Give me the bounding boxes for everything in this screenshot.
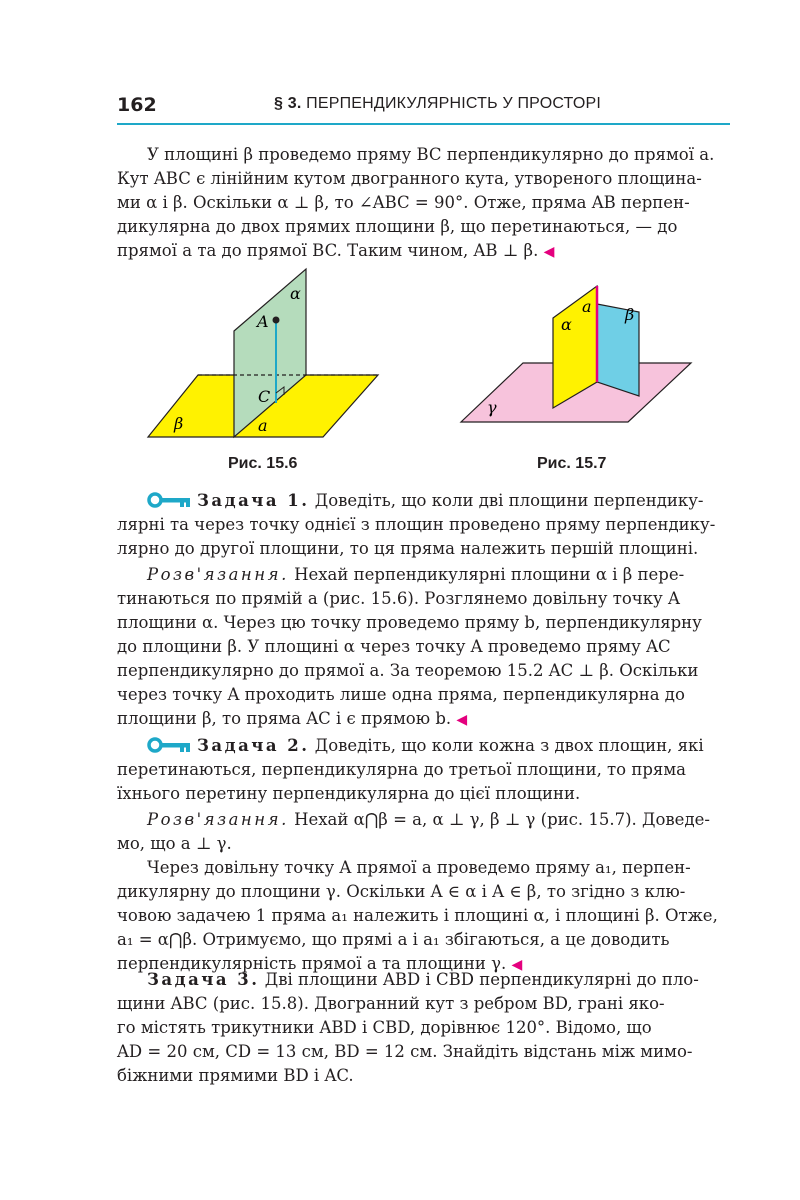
task-1 (117, 489, 730, 732)
task-line: AD = 20 см, CD = 13 см, BD = 12 см. Знайдіть відстань між мимо- (117, 1042, 693, 1061)
solution-line: Через довільну точку A прямої a проведемо пряму a₁, перпен- (147, 858, 691, 877)
task-line: біжними прямими BD і AC. (117, 1066, 354, 1085)
key-icon (147, 492, 191, 508)
label-beta: β (625, 305, 635, 324)
solution-first-line (117, 563, 730, 587)
solution-line: мо, що a ⊥ γ. (117, 834, 232, 853)
solution-line: перпендикулярно до прямої a. За теоремою 15.2 AC ⊥ β. Оскільки (117, 661, 699, 680)
end-marker: ◀ (511, 957, 523, 973)
running-title (274, 95, 601, 113)
label-A: A (257, 312, 269, 331)
task-2-first-line (117, 734, 730, 758)
solution-label: Розв'язання. (147, 810, 289, 829)
label-C: C (258, 387, 271, 406)
solution-line: a₁ = α⋂β. Отримуємо, що прямі a і a₁ збігаються, а це доводить (117, 930, 670, 949)
key-icon (147, 737, 191, 753)
section-number: § 3. (274, 95, 302, 112)
label-a: a (582, 297, 592, 316)
intro-last-line (117, 239, 730, 264)
figure-caption: Рис. 15.7 (537, 455, 607, 472)
solution-line: до площини β. У площині α через точку A проведемо пряму AC (117, 637, 671, 656)
label-a: a (258, 416, 268, 435)
label-alpha: α (561, 315, 572, 334)
intro-line: дикулярна до двох прямих площини β, що перетинаються, — до (117, 217, 678, 236)
solution-line: тинаються по прямій a (рис. 15.6). Розглянемо довільну точку A (117, 589, 680, 608)
solution-line: човою задачею 1 пряма a₁ належить і площині α, і площині β. Отже, (117, 906, 718, 925)
solution-line: площини α. Через цю точку проведемо пряму b, перпендикулярну (117, 613, 702, 632)
solution-label: Розв'язання. (147, 565, 289, 584)
intro-line: ми α і β. Оскільки α ⊥ β, то ∠ABC = 90°. Отже, пряма AB перпен- (117, 193, 690, 212)
task-2 (117, 734, 730, 977)
intro-paragraph (117, 143, 730, 264)
task-1-title: Задача 1. (197, 491, 310, 510)
task-line: щини ABC (рис. 15.8). Двогранний кут з ребром BD, грані яко- (117, 994, 665, 1013)
solution-first-line (117, 808, 730, 832)
label-beta: β (174, 414, 184, 433)
intro-line: Кут ABC є лінійним кутом двогранного кута, утвореного площина- (117, 169, 702, 188)
task-line: го містять трикутники ABD і CBD, дорівнює 120°. Відомо, що (117, 1018, 652, 1037)
figure-15-7 (455, 282, 700, 427)
solution-line: перпендикулярність прямої a та площини γ. (117, 954, 507, 973)
task-2-title: Задача 2. (197, 736, 310, 755)
solution-line: Нехай перпендикулярні площини α і β пере- (294, 565, 685, 584)
solution-line: дикулярну до площини γ. Оскільки A ∈ α і A ∈ β, то згідно з клю- (117, 882, 686, 901)
solution-last-line (117, 707, 730, 732)
intro-line: У площині β проведемо пряму BC перпендикулярно до прямої a. (147, 145, 715, 164)
solution-line: Нехай α⋂β = a, α ⊥ γ, β ⊥ γ (рис. 15.7). Доведе- (294, 810, 710, 829)
solution-line: площини β, то пряма AC і є прямою b. (117, 709, 452, 728)
task-3 (117, 968, 730, 1088)
task-line: перетинаються, перпендикулярна до третьої площини, то пряма (117, 760, 687, 779)
task-line: лярні та через точку однієї з площин проведено пряму перпендику- (117, 515, 716, 534)
page-number: 162 (117, 94, 157, 116)
intro-line: прямої a та до прямої BC. Таким чином, AB ⊥ β. (117, 241, 539, 260)
task-line: їхнього перетину перпендикулярна до цієї площини. (117, 784, 581, 803)
label-gamma: γ (487, 398, 497, 417)
task-line: Дві площини ABD і CBD перпендикулярні до пло- (264, 970, 699, 989)
task-3-title: Задача 3. (147, 970, 260, 989)
section-title: ПЕРПЕНДИКУЛЯРНІСТЬ У ПРОСТОРІ (306, 95, 601, 112)
solution-line: через точку A проходить лише одна пряма, перпендикулярна до (117, 685, 685, 704)
end-marker: ◀ (543, 244, 555, 260)
task-line: лярно до другої площини, то ця пряма належить першій площині. (117, 539, 699, 558)
task-1-first-line (117, 489, 730, 513)
end-marker: ◀ (456, 712, 468, 728)
point-A (273, 317, 280, 324)
page-header (117, 92, 730, 122)
task-line: Доведіть, що коли дві площини перпендику- (314, 491, 704, 510)
task-line: Доведіть, що коли кожна з двох площин, які (314, 736, 704, 755)
figure-caption: Рис. 15.6 (228, 455, 298, 472)
figure-15-6 (140, 265, 380, 445)
header-rule (117, 123, 730, 125)
task-3-first-line (117, 968, 730, 992)
label-alpha: α (290, 284, 301, 303)
